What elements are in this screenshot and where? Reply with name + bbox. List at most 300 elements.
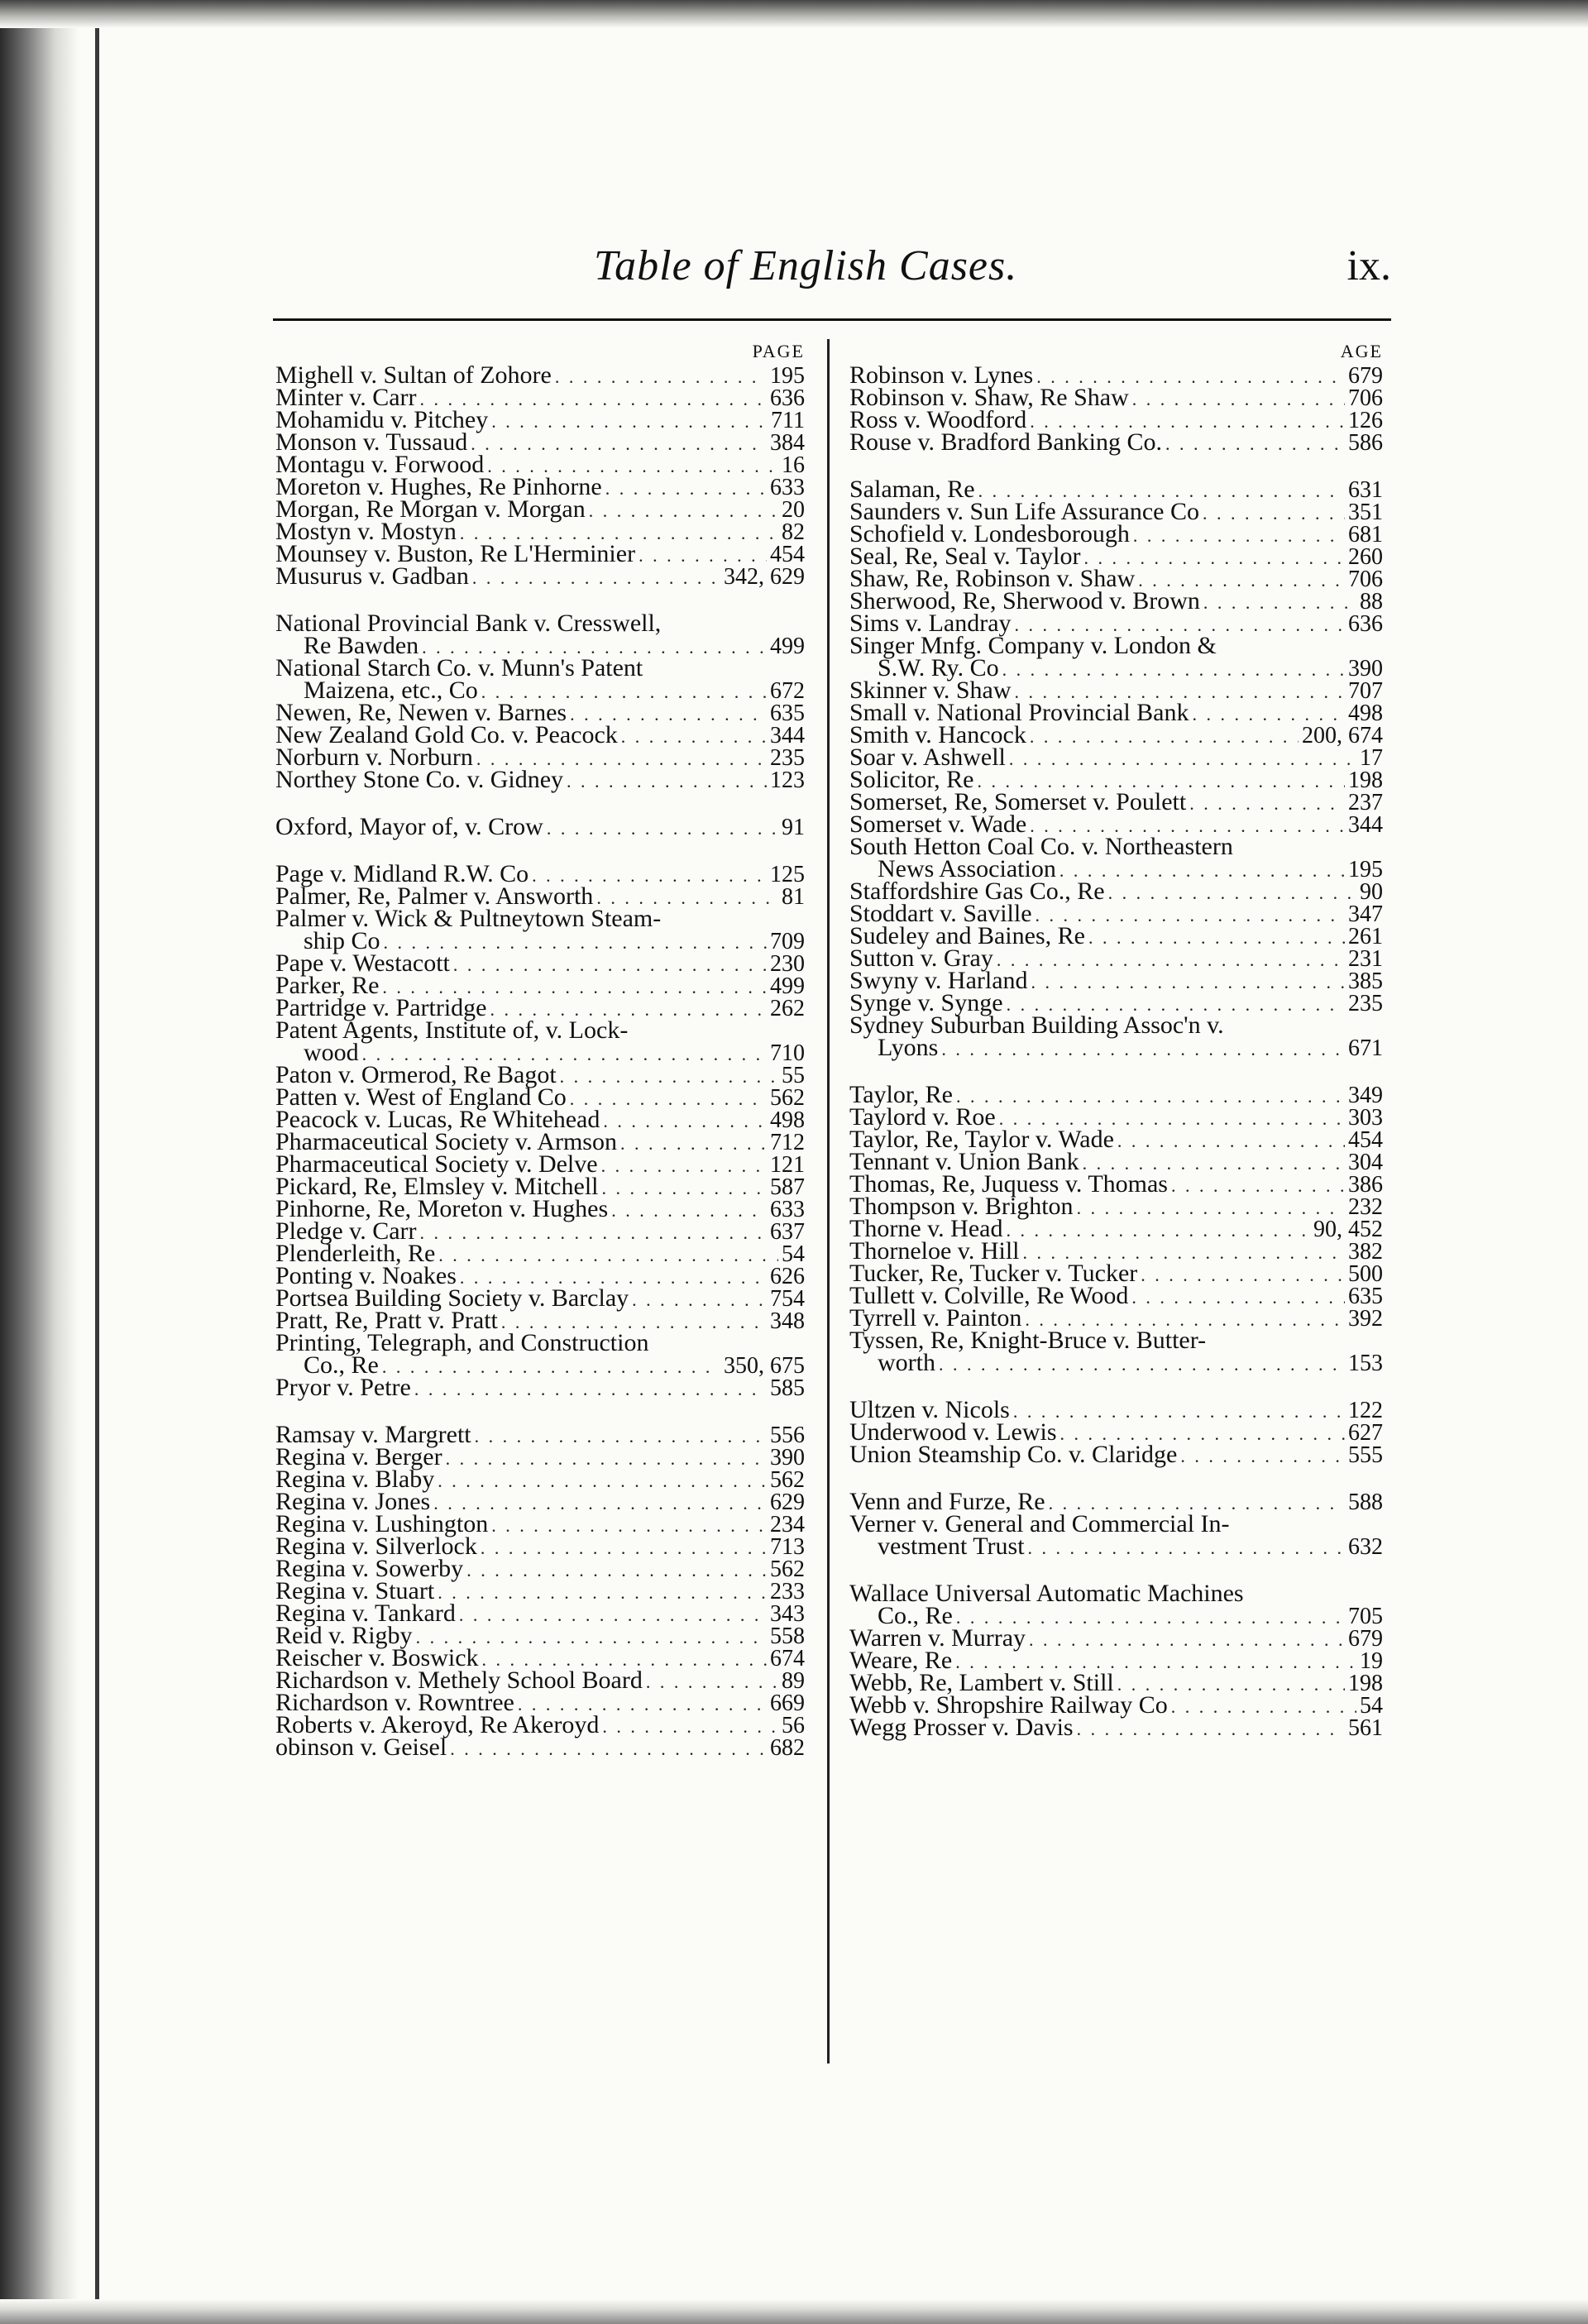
case-name: Webb v. Shropshire Railway Co — [849, 1691, 1168, 1719]
case-name-line — [275, 1624, 805, 1647]
leader-dots — [420, 1222, 767, 1244]
case-name: National Provincial Bank v. Cresswell, — [275, 610, 662, 637]
leader-dots — [1031, 971, 1345, 993]
case-name-line — [275, 701, 805, 724]
case-name: Page v. Midland R.W. Co — [275, 860, 529, 887]
leader-dots — [459, 1604, 767, 1626]
case-name: Singer Mnfg. Company v. London & — [849, 632, 1217, 659]
page-ref: 235 — [770, 745, 805, 771]
group-gap — [849, 1374, 1383, 1399]
case-name: Regina v. Lushington — [275, 1510, 489, 1537]
case-entry — [849, 1011, 1383, 1061]
case-name: wood — [304, 1039, 359, 1066]
case-name: Moreton v. Hughes, Re Pinhorne — [275, 473, 602, 500]
case-name: Seal, Re, Seal v. Taylor — [849, 543, 1081, 570]
page-ref: 672 — [770, 678, 805, 704]
case-name: Sherwood, Re, Sherwood v. Brown — [849, 587, 1200, 614]
case-name: National Starch Co. v. Munn's Patent — [275, 654, 643, 681]
case-name-line — [275, 1711, 805, 1738]
leader-dots — [1006, 1219, 1310, 1241]
case-entry — [275, 1557, 805, 1580]
page-ref: 198 — [1348, 1671, 1383, 1696]
case-entry — [275, 994, 805, 1021]
case-name-line — [275, 1195, 805, 1222]
case-entry — [849, 768, 1383, 791]
case-name-line — [275, 974, 805, 997]
case-name: Pinhorne, Re, Moreton v. Hughes — [275, 1195, 609, 1222]
page-ref: 230 — [770, 951, 805, 977]
case-name-line — [275, 540, 805, 567]
leader-dots — [1131, 1286, 1345, 1308]
page-ref: 705 — [1348, 1604, 1383, 1629]
case-name: Swyny v. Harland — [849, 967, 1028, 994]
case-entry — [849, 1170, 1383, 1198]
leader-dots — [601, 1155, 767, 1177]
case-name: Soar v. Ashwell — [849, 744, 1006, 771]
case-name-line — [849, 1714, 1383, 1741]
case-name: Musurus v. Gadban — [275, 562, 469, 590]
page-ref: 454 — [1348, 1127, 1383, 1153]
case-entry — [849, 567, 1383, 590]
case-name: Tyssen, Re, Knight-Bruce v. Butter- — [849, 1327, 1207, 1354]
page-ref: 555 — [1348, 1442, 1383, 1468]
case-name-line — [275, 1128, 805, 1155]
case-entry — [275, 1510, 805, 1537]
left-column — [275, 339, 805, 1761]
case-name: Schofield v. Londesborough — [849, 520, 1130, 548]
case-name: Thomas, Re, Juquess v. Thomas — [849, 1170, 1168, 1198]
case-name: Lyons — [878, 1034, 939, 1061]
case-name-line — [849, 835, 1383, 858]
case-name: Venn and Furze, Re — [849, 1488, 1045, 1515]
case-entry — [275, 907, 805, 952]
case-name: Printing, Telegraph, and Construction — [275, 1329, 649, 1356]
case-name-continuation — [275, 634, 805, 657]
case-name: Saunders v. Sun Life Assurance Co — [849, 498, 1199, 525]
case-name: Sydney Suburban Building Assoc'n v. — [849, 1011, 1224, 1039]
case-name-line — [275, 768, 805, 791]
case-entry — [849, 587, 1383, 614]
case-name: Rouse v. Bradford Banking Co. — [849, 428, 1163, 456]
case-entry — [275, 1624, 805, 1647]
leader-dots — [939, 1353, 1345, 1375]
case-entry — [275, 1016, 805, 1066]
case-entry — [849, 1396, 1383, 1423]
page-ref: 706 — [1348, 567, 1383, 592]
case-name: Regina v. Berger — [275, 1443, 442, 1470]
case-name: Solicitor, Re — [849, 766, 974, 793]
group-gap — [275, 587, 805, 612]
case-name-line — [849, 902, 1383, 925]
group-gap — [849, 1059, 1383, 1083]
page-ref: 679 — [1348, 1626, 1383, 1652]
leader-dots — [1088, 926, 1345, 949]
case-name: Reischer v. Boswick — [275, 1644, 479, 1671]
case-name-line — [275, 654, 805, 681]
page-ref: 123 — [770, 767, 805, 793]
case-name: Pratt, Re, Pratt v. Pratt — [275, 1307, 498, 1334]
case-name: Robinson v. Shaw, Re Shaw — [849, 384, 1129, 411]
case-entry — [275, 1217, 805, 1245]
case-name: Webb, Re, Lambert v. Still — [849, 1669, 1114, 1696]
case-name: Mounsey v. Buston, Re L'Herminier — [275, 540, 636, 567]
page-ref: 303 — [1348, 1105, 1383, 1131]
case-name-line — [275, 1577, 805, 1604]
case-name-line — [849, 634, 1383, 657]
case-name: Maizena, etc., Co — [304, 677, 478, 704]
case-name-line — [849, 520, 1383, 548]
case-entry — [275, 1691, 805, 1714]
case-entry — [275, 562, 805, 590]
case-entry — [849, 1083, 1383, 1106]
page-ref: 561 — [1348, 1715, 1383, 1741]
page-ref: 198 — [1348, 767, 1383, 793]
case-name-line — [849, 610, 1383, 637]
leader-dots — [956, 1085, 1345, 1107]
page-ref: 195 — [1348, 857, 1383, 882]
case-entry — [275, 949, 805, 977]
leader-dots — [602, 1715, 778, 1738]
case-entry — [275, 1644, 805, 1671]
page-ref: 562 — [770, 1467, 805, 1493]
leader-dots — [1077, 1718, 1345, 1740]
case-name-line — [275, 1150, 805, 1178]
case-name-line — [275, 1329, 805, 1356]
page-ref: 454 — [770, 542, 805, 567]
leader-dots — [446, 1447, 767, 1470]
case-name-line — [849, 1418, 1383, 1446]
case-entry — [275, 1284, 805, 1312]
case-name-line — [275, 1733, 805, 1761]
right-column — [849, 339, 1383, 1741]
case-name: Richardson v. Methely School Board — [275, 1666, 643, 1694]
case-entry — [849, 428, 1383, 456]
leader-dots — [547, 817, 778, 839]
case-entry — [275, 1061, 805, 1088]
case-name: Regina v. Sowerby — [275, 1555, 464, 1582]
case-name-line — [275, 386, 805, 409]
case-name: Ramsay v. Margrett — [275, 1421, 471, 1448]
case-entry — [275, 361, 805, 389]
page-ref: 588 — [1348, 1490, 1383, 1515]
leader-dots — [621, 725, 767, 748]
case-entry — [849, 922, 1383, 949]
case-entry — [275, 1150, 805, 1178]
case-name: Northey Stone Co. v. Gidney — [275, 766, 564, 793]
page-ref: 390 — [1348, 656, 1383, 681]
case-name: Montagu v. Forwood — [275, 451, 485, 478]
group-gap — [849, 1466, 1383, 1490]
case-name-line — [849, 1327, 1383, 1354]
case-name: Tullett v. Colville, Re Wood — [849, 1282, 1129, 1309]
case-entry — [849, 721, 1383, 748]
page-ref: 707 — [1348, 678, 1383, 704]
case-name-line — [275, 1557, 805, 1580]
case-name: Pharmaceutical Society v. Delve — [275, 1150, 598, 1178]
case-entry — [849, 500, 1383, 523]
leader-dots — [611, 1199, 767, 1222]
leader-dots — [1077, 1197, 1345, 1219]
group-gap — [849, 453, 1383, 478]
case-entry — [849, 476, 1383, 503]
page-ref: 351 — [1348, 500, 1383, 525]
case-entry — [849, 610, 1383, 637]
case-entry — [275, 974, 805, 997]
case-entry — [275, 882, 805, 910]
case-name: New Zealand Gold Co. v. Peacock — [275, 721, 618, 748]
case-entry — [849, 1443, 1383, 1466]
page-ref: 90 — [1360, 879, 1383, 905]
case-entry — [275, 495, 805, 523]
case-name-line — [849, 1284, 1383, 1307]
leader-dots — [620, 1132, 767, 1155]
case-entry — [849, 677, 1383, 704]
case-name-line — [849, 1193, 1383, 1220]
case-entry — [275, 1666, 805, 1694]
leader-dots — [491, 410, 768, 433]
case-name: Re Bawden — [304, 632, 419, 659]
case-name: Pape v. Westacott — [275, 949, 450, 977]
case-entry — [275, 1466, 805, 1493]
case-entry — [849, 520, 1383, 548]
page-ref: 709 — [770, 929, 805, 954]
case-name: Taylord v. Roe — [849, 1103, 996, 1131]
page-ref: 56 — [782, 1713, 805, 1738]
page-ref: 711 — [771, 408, 805, 433]
leader-dots — [589, 500, 778, 522]
case-name-line — [849, 567, 1383, 590]
case-name-line — [849, 1217, 1383, 1240]
case-name-continuation — [275, 1041, 805, 1064]
case-name-line — [275, 815, 805, 838]
page-ref: 55 — [782, 1063, 805, 1088]
case-entry — [275, 744, 805, 771]
running-title: Table of English Cases. — [594, 242, 1018, 289]
case-entry — [849, 969, 1383, 992]
case-name: Robinson v. Lynes — [849, 361, 1034, 389]
page-ref: 17 — [1360, 745, 1383, 771]
case-name: Oxford, Mayor of, v. Crow — [275, 813, 543, 840]
case-name-continuation — [849, 855, 1383, 882]
case-name: Stoddart v. Saville — [849, 900, 1032, 927]
case-entry — [275, 1128, 805, 1155]
case-entry — [275, 1376, 805, 1399]
page-ref: 498 — [770, 1107, 805, 1133]
page-ref: 382 — [1348, 1239, 1383, 1265]
case-name-line — [849, 1150, 1383, 1173]
case-entry — [849, 877, 1383, 905]
case-name-line — [275, 1108, 805, 1131]
page-ref: 350, 675 — [724, 1353, 805, 1379]
case-name: Weare, Re — [849, 1647, 953, 1674]
case-name: Synge v. Synge — [849, 989, 1003, 1016]
case-name: Underwood v. Lewis — [849, 1418, 1057, 1446]
case-entry — [849, 1103, 1383, 1131]
case-name: Norburn v. Norburn — [275, 744, 473, 771]
page-ref: 121 — [770, 1152, 805, 1178]
leader-dots — [1180, 1445, 1345, 1467]
case-name: Portsea Building Society v. Barclay — [275, 1284, 629, 1312]
case-name: Small v. National Provincial Bank — [849, 699, 1189, 726]
case-name-line — [849, 587, 1383, 614]
case-name-line — [849, 1510, 1383, 1537]
case-entry — [849, 386, 1383, 409]
top-scan-edge — [0, 0, 1588, 28]
case-name-continuation — [849, 1351, 1383, 1374]
page-ref: 499 — [770, 973, 805, 999]
header-rule — [273, 318, 1391, 321]
case-name-line — [849, 476, 1383, 503]
case-entry — [849, 788, 1383, 815]
leader-dots — [1203, 591, 1356, 614]
case-name-line — [849, 1691, 1383, 1719]
case-name: Paton v. Ormerod, Re Bagot — [275, 1061, 557, 1088]
case-name: Mohamidu v. Pitchey — [275, 406, 489, 433]
case-name-line — [849, 677, 1383, 704]
case-name: Reid v. Rigby — [275, 1622, 413, 1649]
case-name: Regina v. Tankard — [275, 1600, 456, 1627]
case-name: Roberts v. Akeroyd, Re Akeroyd — [275, 1711, 600, 1738]
case-entry — [275, 654, 805, 704]
page-ref: 54 — [782, 1241, 805, 1267]
leader-dots — [491, 1514, 767, 1537]
case-name-line — [275, 1217, 805, 1245]
page-ref: 122 — [1348, 1398, 1383, 1423]
case-name-line — [849, 361, 1383, 389]
case-entry — [275, 701, 805, 724]
case-entry — [849, 543, 1383, 570]
case-name-line — [849, 1443, 1383, 1466]
case-entry — [849, 811, 1383, 838]
case-name: South Hetton Coal Co. v. Northeastern — [849, 833, 1233, 860]
leader-dots — [560, 1065, 778, 1088]
case-entry — [849, 835, 1383, 880]
case-name: Pharmaceutical Society v. Armson — [275, 1128, 617, 1155]
page-ref: 235 — [1348, 991, 1383, 1016]
leader-dots — [601, 1177, 767, 1199]
page-header — [273, 241, 1391, 308]
case-name: Thorne v. Head — [849, 1215, 1003, 1242]
case-name: Palmer, Re, Palmer v. Answorth — [275, 882, 594, 910]
page-ref: 344 — [770, 723, 805, 748]
case-name: Somerset, Re, Somerset v. Poulett — [849, 788, 1187, 815]
case-entry — [849, 1126, 1383, 1153]
case-name-line — [275, 1533, 805, 1560]
leader-dots — [567, 770, 767, 792]
page-ref: 234 — [770, 1512, 805, 1537]
page-ref: 632 — [1348, 1534, 1383, 1560]
leader-dots — [438, 1581, 767, 1604]
leader-dots — [555, 366, 767, 388]
case-name-line — [275, 1284, 805, 1312]
page-ref: 81 — [782, 884, 805, 910]
case-name-line — [275, 520, 805, 543]
case-name: Partridge v. Partridge — [275, 994, 487, 1021]
case-name-line — [849, 1624, 1383, 1652]
page-ref: 585 — [770, 1375, 805, 1401]
case-entry — [849, 1304, 1383, 1332]
case-name-continuation — [849, 654, 1383, 681]
case-name: Mighell v. Sultan of Zohore — [275, 361, 552, 389]
page-ref: 262 — [770, 996, 805, 1021]
case-name: Regina v. Blaby — [275, 1466, 435, 1493]
case-entry — [849, 1193, 1383, 1220]
case-name-line — [849, 1396, 1383, 1423]
leader-dots — [475, 1425, 767, 1447]
page-ref: 562 — [770, 1085, 805, 1111]
case-name: Ponting v. Noakes — [275, 1262, 457, 1289]
case-name-continuation — [849, 1036, 1383, 1059]
page-ref: 237 — [1348, 790, 1383, 815]
case-name-line — [849, 877, 1383, 905]
case-name: Taylor, Re — [849, 1081, 953, 1108]
case-entry — [275, 860, 805, 887]
page-ref: 626 — [770, 1264, 805, 1289]
case-entry — [849, 406, 1383, 433]
page-ref: 500 — [1348, 1261, 1383, 1287]
page-number: ix. — [1346, 242, 1391, 289]
column-divider — [827, 339, 830, 2063]
case-name-line — [849, 788, 1383, 815]
leader-dots — [472, 567, 720, 589]
case-name: Pickard, Re, Elmsley v. Mitchell — [275, 1173, 599, 1200]
page-ref: 637 — [770, 1219, 805, 1245]
case-entry — [275, 1175, 805, 1198]
page-ref: 669 — [770, 1690, 805, 1716]
page-ref: 231 — [1348, 946, 1383, 972]
case-name: Verner v. General and Commercial In- — [849, 1510, 1230, 1537]
column-head: AGE — [1340, 341, 1383, 361]
page-ref: 392 — [1348, 1306, 1383, 1332]
case-name: Tucker, Re, Tucker v. Tucker — [849, 1260, 1138, 1287]
page-ref: 20 — [782, 497, 805, 523]
case-name: Wegg Prosser v. Davis — [849, 1714, 1074, 1741]
case-name-line — [849, 1260, 1383, 1287]
case-entry — [275, 1423, 805, 1446]
page-ref: 344 — [1348, 812, 1383, 838]
case-name-line — [275, 860, 805, 887]
case-name-line — [849, 1580, 1383, 1607]
leader-dots — [603, 1110, 767, 1132]
case-name-line — [275, 721, 805, 748]
case-name: Tennant v. Union Bank — [849, 1148, 1079, 1175]
leader-dots — [605, 477, 767, 500]
case-name: Patent Agents, Institute of, v. Lock- — [275, 1016, 629, 1044]
case-entry — [275, 768, 805, 791]
case-name-line — [849, 428, 1383, 456]
case-name-line — [849, 1170, 1383, 1198]
page-ref: 89 — [782, 1668, 805, 1694]
leader-dots — [1117, 1130, 1345, 1152]
leader-dots — [1171, 1174, 1345, 1197]
case-name-line — [275, 1242, 805, 1265]
page-ref: 261 — [1348, 924, 1383, 949]
page-ref: 153 — [1348, 1351, 1383, 1376]
case-entry — [849, 361, 1383, 389]
case-name-line — [275, 562, 805, 590]
case-entry — [849, 1582, 1383, 1627]
case-name-line — [849, 744, 1383, 771]
case-entry — [275, 1242, 805, 1265]
leader-dots — [1141, 1264, 1345, 1286]
page-ref: 681 — [1348, 522, 1383, 548]
case-entry — [275, 1195, 805, 1222]
page-ref: 200, 674 — [1302, 723, 1383, 748]
leader-dots — [1028, 1537, 1345, 1559]
case-entry — [849, 1237, 1383, 1265]
case-name-line — [275, 1262, 805, 1289]
case-entry — [275, 406, 805, 433]
